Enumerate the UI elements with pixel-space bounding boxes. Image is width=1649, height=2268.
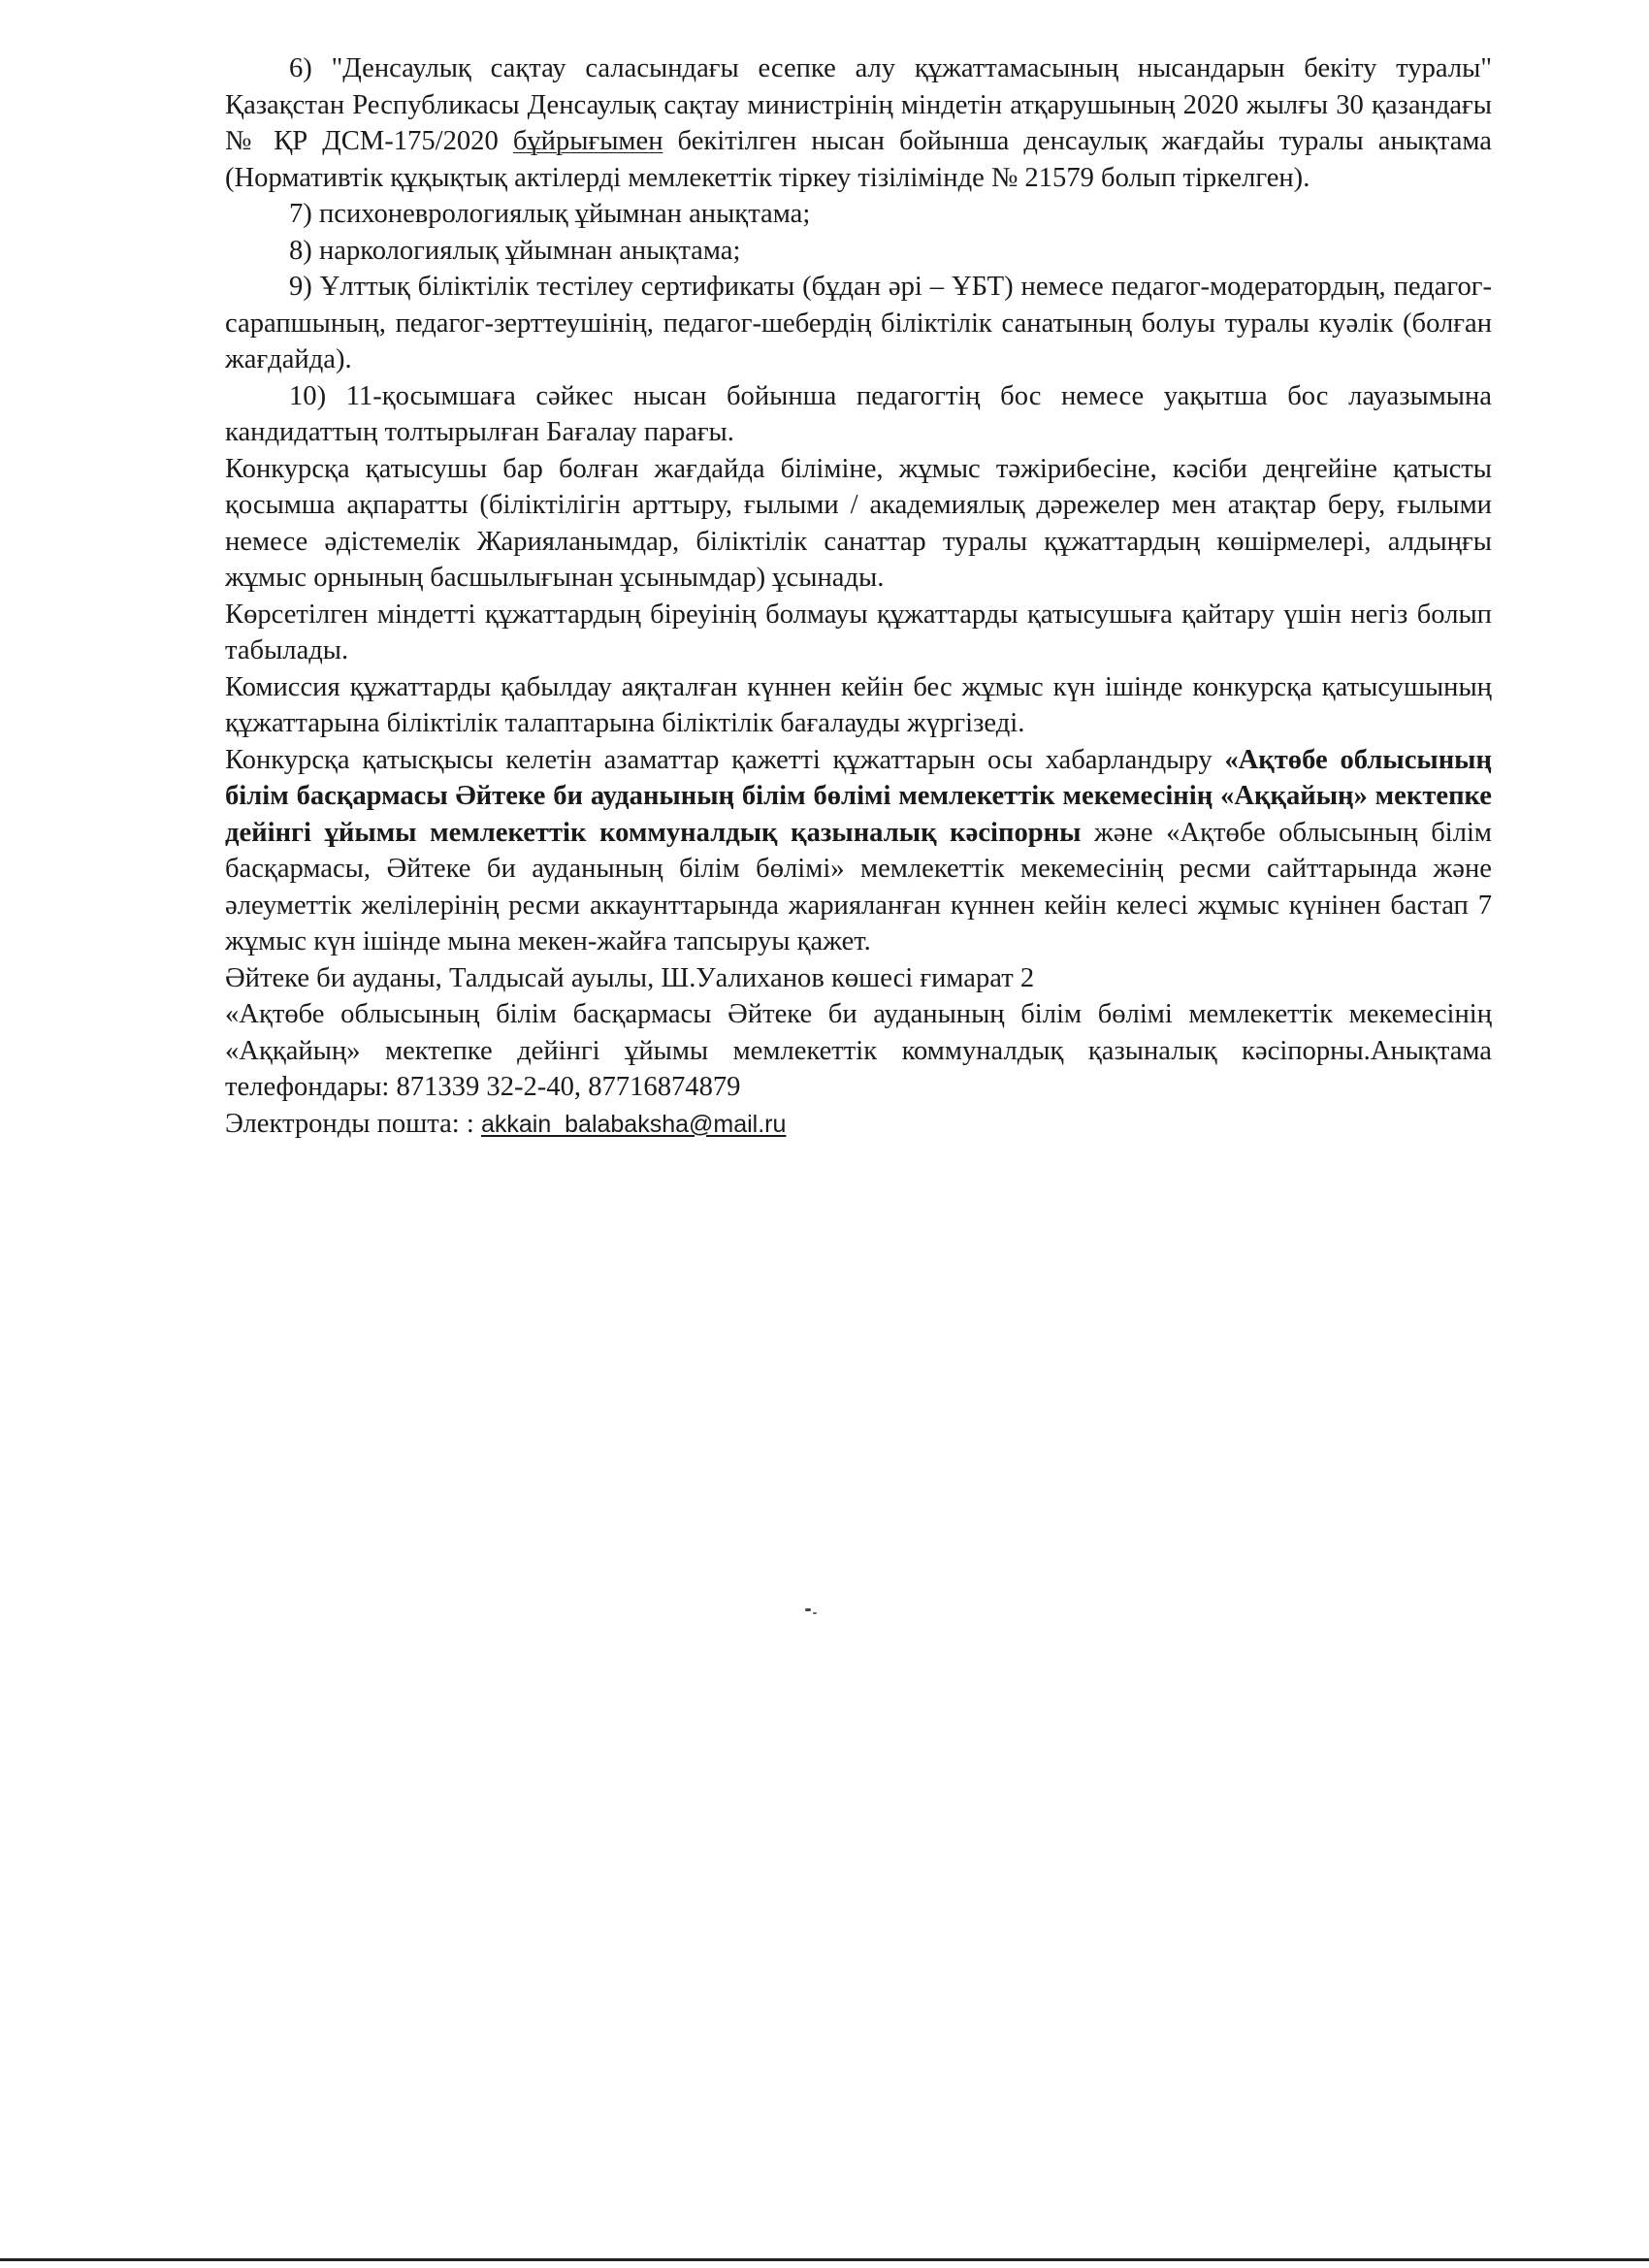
list-item-9: 9) Ұлттық біліктілік тестілеу сертификаты (бұдан әрі – ҰБТ) немесе педагог-модератордың, педагог-сарапшының, педагог-зерттеушінің, педагог-шебердің біліктілік санатының болуы туралы куәлік (болған жағдайда). (225, 272, 1492, 374)
paragraph-missing-documents: Көрсетілген міндетті құжаттардың біреуінің болмауы құжаттарды қатысушыға қайтару үшін негіз болып табылады. (225, 599, 1492, 665)
email-link[interactable]: akkain_balabaksha@mail.ru (480, 1110, 787, 1138)
address-line: Әйтеке би ауданы, Талдысай ауылы, Ш.Уалиханов көшесі ғимарат 2 (225, 962, 1035, 993)
email-line (225, 1106, 1492, 1144)
item-6-text-start: 6) "Денсаулық сақтау саласындағы есепке алу құжаттамасының нысандарын бекіту туралы" Қазақстан Республикасы Денсаулық сақтау министрінің міндетін атқарушының 2020 жылғы 30 қазандағы № ҚР ДСМ-175/2020 (225, 53, 1492, 156)
email-label: Электронды пошта: : (225, 1108, 481, 1139)
organization-name: «Ақтөбе облысының білім басқармасы Әйтеке би ауданының білім бөлімі мемлекеттік мекемесінің «Аққайың» мектепке дейінгі ұйымы мемлекеттік коммуналдық қазыналық кәсіпорны (225, 744, 1492, 848)
scan-edge-line (0, 2258, 1649, 2261)
list-item-7: 7) психоневрологиялық ұйымнан анықтама; (289, 199, 811, 229)
item-6-text-end: бекітілген нысан бойынша денсаулық жағдайы туралы анықтама (Нормативтік құқықтық актілерді мемлекеттік тіркеу тізілімінде № 21579 болып тіркелген). (225, 126, 1492, 193)
application-text-end: және «Ақтөбе облысының білім басқармасы, Әйтеке би ауданының білім бөлімі» мемлекеттік мекемесінің ресми сайттарында және әлеуметтік желілерінің ресми аккаунттарында жарияланған күннен кейін келесі жұмыс күнінен бастап 7 жұмыс күн ішінде мына мекен-жайға тапсыруы қажет. (225, 817, 1492, 956)
paragraph-commission: Комиссия құжаттарды қабылдау аяқталған күннен кейін бес жұмыс күн ішінде конкурсқа қатысушының құжаттарына біліктілік талаптарына біліктілік бағалауды жүргізеді. (225, 671, 1492, 738)
paragraph-additional-info: Конкурсқа қатысушы бар болған жағдайда біліміне, жұмыс тәжірибесіне, кәсіби деңгейіне қатысты қосымша ақпаратты (біліктілігін арттыру, ғылыми / академиялық дәрежелер мен атақтар беру, ғылыми немесе әдістемелік Жарияланымдар, біліктілік санаттар туралы құжаттардың көшірмелері, алдыңғы жұмыс орнының басшылығынан ұсынымдар) ұсынады. (225, 453, 1492, 593)
paragraph-application (225, 742, 1492, 960)
organization-contacts: «Ақтөбе облысының білім басқармасы Әйтеке би ауданының білім бөлімі мемлекеттік мекемесінің «Аққайың» мектепке дейінгі ұйымы мемлекеттік коммуналдық қазыналық кәсіпорны.Анықтама телефондары: 871339 32-2-40, 87716874879 (225, 999, 1492, 1102)
order-link[interactable]: бұйрығымен (512, 126, 663, 156)
document-body (225, 50, 1492, 1143)
list-item-6 (225, 50, 1492, 196)
list-item-10: 10) 11-қосымшаға сәйкес нысан бойынша педагогтің бос немесе уақытша бос лауазымына кандидаттың толтырылған Бағалау парағы. (225, 380, 1492, 447)
list-item-8: 8) наркологиялық ұйымнан анықтама; (289, 235, 741, 266)
application-text-start: Конкурсқа қатысқысы келетін азаматтар қажетті құжаттарын осы хабарландыру (225, 744, 1225, 775)
scan-speck (805, 1608, 811, 1611)
scan-speck-small (813, 1612, 817, 1614)
